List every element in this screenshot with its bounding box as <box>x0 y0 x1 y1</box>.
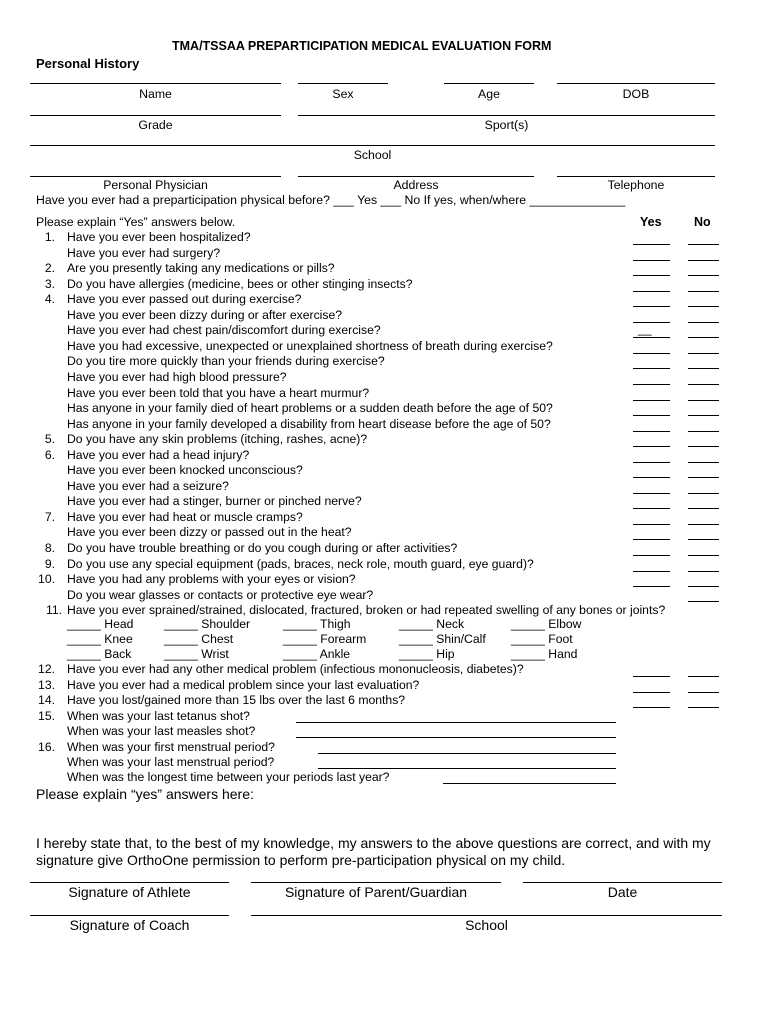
question-text: Have you ever had heat or muscle cramps? <box>67 509 303 524</box>
age-label: Age <box>478 87 500 101</box>
question-text: When was your first menstrual period? <box>67 739 275 754</box>
date-label: Date <box>607 884 638 900</box>
no-answer-line[interactable] <box>688 275 719 276</box>
coach-signature-line[interactable] <box>30 915 229 916</box>
question-text: Have you ever had a medical problem since your last evaluation? <box>67 677 420 692</box>
q11-number: 11. <box>45 603 62 617</box>
yes-answer-line[interactable] <box>633 275 670 276</box>
parent-signature-line[interactable] <box>251 882 501 883</box>
yes-answer-line[interactable] <box>633 337 670 338</box>
explain-intro: Please explain “Yes” answers below. <box>36 215 236 229</box>
body-part-option[interactable]: _____ Thigh <box>283 617 351 631</box>
question-number: 9. <box>44 556 55 571</box>
yes-answer-line[interactable] <box>633 415 670 416</box>
no-answer-line[interactable] <box>688 384 719 385</box>
body-part-option[interactable]: _____ Hip <box>399 647 455 661</box>
yes-answer-line[interactable] <box>633 555 670 556</box>
yes-answer-line[interactable] <box>633 477 670 478</box>
body-part-option[interactable]: _____ Head <box>67 617 134 631</box>
dob-label: DOB <box>622 87 650 101</box>
parent-signature-label: Signature of Parent/Guardian <box>284 884 468 900</box>
question-text: Has anyone in your family died of heart problems or a sudden death before the age of 50? <box>67 401 553 416</box>
dob-field-line[interactable] <box>557 83 715 84</box>
question-text: Do you have any skin problems (itching, rashes, acne)? <box>67 432 368 447</box>
yes-answer-line[interactable] <box>633 400 670 401</box>
question-number: 15. <box>38 709 55 723</box>
no-answer-line[interactable] <box>688 524 719 525</box>
signature-school-line[interactable] <box>251 915 722 916</box>
signature-school-label: School <box>465 917 508 933</box>
explain-here-label: Please explain “yes” answers here: <box>36 786 254 802</box>
question-number: 4. <box>44 292 55 307</box>
body-part-option[interactable]: _____ Chest <box>164 632 234 646</box>
no-answer-line[interactable] <box>688 555 719 556</box>
yes-answer-line[interactable] <box>633 676 670 677</box>
question-text: Do you wear glasses or contacts or protective eye wear? <box>67 587 374 602</box>
yes-answer-line[interactable] <box>633 384 670 385</box>
question-text: Have you ever had chest pain/discomfort during exercise? <box>67 323 381 338</box>
yes-answer-line[interactable] <box>633 462 670 463</box>
section-heading: Personal History <box>36 56 140 71</box>
no-answer-line[interactable] <box>688 692 719 693</box>
body-part-option[interactable]: _____ Hand <box>511 647 578 661</box>
yes-answer-line[interactable] <box>633 291 670 292</box>
no-answer-line[interactable] <box>688 322 719 323</box>
question-text: Have you ever been hospitalized? <box>67 230 251 244</box>
body-part-option[interactable]: _____ Back <box>67 647 132 661</box>
sex-field-line[interactable] <box>298 83 388 84</box>
coach-signature-label: Signature of Coach <box>69 917 190 933</box>
body-part-option[interactable]: _____ Knee <box>67 632 133 646</box>
question-number: 7. <box>44 509 55 524</box>
telephone-field-line[interactable] <box>557 176 715 177</box>
no-answer-line[interactable] <box>688 337 719 338</box>
yes-answer-line[interactable] <box>633 508 670 509</box>
yes-answer-line[interactable] <box>633 353 670 354</box>
school-field-line[interactable] <box>30 145 715 146</box>
question-text: Do you use any special equipment (pads, braces, neck role, mouth guard, eye guard)? <box>67 556 534 571</box>
date-answer-line[interactable] <box>318 768 616 769</box>
no-answer-line[interactable] <box>688 368 719 369</box>
question-text: Do you tire more quickly than your friends during exercise? <box>67 354 385 369</box>
question-text: Have you ever had a seizure? <box>67 478 229 493</box>
yes-column-header: Yes <box>640 215 662 229</box>
date-answer-line[interactable] <box>443 783 616 784</box>
question-text: Have you ever had high blood pressure? <box>67 369 287 384</box>
question-text: Have you ever had a head injury? <box>67 447 250 462</box>
question-number: 3. <box>44 276 55 291</box>
yes-answer-line[interactable] <box>633 707 670 708</box>
body-part-option[interactable]: _____ Ankle <box>283 647 351 661</box>
question-text: Are you presently taking any medications or pills? <box>67 261 335 276</box>
question-text: Have you ever passed out during exercise? <box>67 292 302 307</box>
yes-answer-line[interactable] <box>633 692 670 693</box>
date-answer-line[interactable] <box>296 722 616 723</box>
no-answer-line[interactable] <box>688 586 719 587</box>
yes-answer-line[interactable] <box>633 244 670 245</box>
question-number: 10. <box>38 572 55 587</box>
question-text: When was your last measles shot? <box>67 724 256 739</box>
yes-answer-line[interactable] <box>633 493 670 494</box>
question-text: Have you ever been knocked unconscious? <box>67 463 303 478</box>
sports-label: Sport(s) <box>484 118 529 132</box>
no-answer-line[interactable] <box>688 539 719 540</box>
no-answer-line[interactable] <box>688 707 719 708</box>
no-answer-line[interactable] <box>688 353 719 354</box>
question-number: 2. <box>44 261 55 276</box>
question-number: 12. <box>38 662 55 676</box>
no-column-header: No <box>694 215 711 229</box>
physician-field-line[interactable] <box>30 176 281 177</box>
question-text: Have you ever been told that you have a heart murmur? <box>67 385 370 400</box>
yes-answer-line[interactable] <box>633 586 670 587</box>
yes-answer-line[interactable] <box>633 524 670 525</box>
no-answer-line[interactable] <box>688 291 719 292</box>
name-field-line[interactable] <box>30 83 281 84</box>
no-answer-line[interactable] <box>688 601 719 602</box>
question-number: 16. <box>38 739 55 754</box>
question-number: 6. <box>44 447 55 462</box>
question-text: Have you had excessive, unexpected or unexplained shortness of breath during exercise? <box>67 338 553 353</box>
yes-answer-line[interactable] <box>633 260 670 261</box>
athlete-signature-line[interactable] <box>30 882 229 883</box>
no-answer-line[interactable] <box>688 493 719 494</box>
body-part-option[interactable]: _____ Elbow <box>511 617 582 631</box>
question-text: Have you had any problems with your eyes or vision? <box>67 572 356 587</box>
question-number: 8. <box>44 541 55 555</box>
date-answer-line[interactable] <box>318 753 616 754</box>
telephone-label: Telephone <box>607 178 665 192</box>
grade-label: Grade <box>138 118 173 132</box>
question-text: Have you ever had surgery? <box>67 245 221 260</box>
prior-physical-question: Have you ever had a preparticipation physical before? ___ Yes ___ No If yes, when/where ______________ <box>36 193 626 207</box>
question-text: When was your last tetanus shot? <box>67 709 250 723</box>
no-answer-line[interactable] <box>688 260 719 261</box>
consent-statement: I hereby state that, to the best of my knowledge, my answers to the above questions are correct, and with my signature give OrthoOne permission to perform pre-participation physical on my child. <box>36 835 711 868</box>
chest-pain-yes-mark: __ <box>638 322 652 336</box>
question-text: When was the longest time between your periods last year? <box>67 770 390 785</box>
no-answer-line[interactable] <box>688 431 719 432</box>
address-label: Address <box>393 178 439 192</box>
grade-field-line[interactable] <box>30 115 281 116</box>
question-text: Do you have trouble breathing or do you cough during or after activities? <box>67 541 458 555</box>
question-number: 13. <box>38 677 55 692</box>
name-label: Name <box>139 87 172 101</box>
question-text: Have you ever been dizzy or passed out in the heat? <box>67 525 352 540</box>
yes-answer-line[interactable] <box>633 539 670 540</box>
form-title: TMA/TSSAA PREPARTICIPATION MEDICAL EVALUATION FORM <box>172 39 552 53</box>
body-part-option[interactable]: _____ Wrist <box>164 647 229 661</box>
athlete-signature-label: Signature of Athlete <box>68 884 191 900</box>
date-line[interactable] <box>523 882 722 883</box>
question-text: When was your last menstrual period? <box>67 754 275 769</box>
no-answer-line[interactable] <box>688 571 719 572</box>
physician-label: Personal Physician <box>103 178 208 192</box>
date-answer-line[interactable] <box>296 737 616 738</box>
no-answer-line[interactable] <box>688 477 719 478</box>
body-part-option[interactable]: _____ Forearm <box>283 632 367 646</box>
no-answer-line[interactable] <box>688 446 719 447</box>
yes-answer-line[interactable] <box>633 306 670 307</box>
no-answer-line[interactable] <box>688 400 719 401</box>
question-number: 14. <box>38 693 55 707</box>
sex-label: Sex <box>332 87 354 101</box>
age-field-line[interactable] <box>444 83 534 84</box>
body-part-option[interactable]: _____ Shin/Calf <box>399 632 486 646</box>
yes-answer-line[interactable] <box>633 431 670 432</box>
no-answer-line[interactable] <box>688 415 719 416</box>
question-text: Have you ever had a stinger, burner or pinched nerve? <box>67 494 362 509</box>
school-label: School <box>353 148 392 162</box>
question-text: Have you lost/gained more than 15 lbs over the last 6 months? <box>67 693 406 707</box>
no-answer-line[interactable] <box>688 462 719 463</box>
yes-answer-line[interactable] <box>633 368 670 369</box>
no-answer-line[interactable] <box>688 676 719 677</box>
question-number: 1. <box>44 230 55 244</box>
question-text: Have you ever been dizzy during or after exercise? <box>67 307 343 322</box>
no-answer-line[interactable] <box>688 244 719 245</box>
body-part-option[interactable]: _____ Foot <box>511 632 573 646</box>
body-part-option[interactable]: _____ Shoulder <box>164 617 251 631</box>
yes-answer-line[interactable] <box>633 571 670 572</box>
q11-text: Have you ever sprained/strained, dislocated, fractured, broken or had repeated swelling of any bones or joints? <box>67 603 666 617</box>
question-text: Do you have allergies (medicine, bees or other stinging insects? <box>67 276 413 291</box>
no-answer-line[interactable] <box>688 306 719 307</box>
question-text: Have you ever had any other medical problem (infectious mononucleosis, diabetes)? <box>67 662 524 676</box>
no-answer-line[interactable] <box>688 508 719 509</box>
body-part-option[interactable]: _____ Neck <box>399 617 465 631</box>
question-text: Has anyone in your family developed a disability from heart disease before the age of 50? <box>67 416 551 431</box>
question-number: 5. <box>44 432 55 447</box>
sports-field-line[interactable] <box>298 115 715 116</box>
yes-answer-line[interactable] <box>633 446 670 447</box>
address-field-line[interactable] <box>298 176 534 177</box>
